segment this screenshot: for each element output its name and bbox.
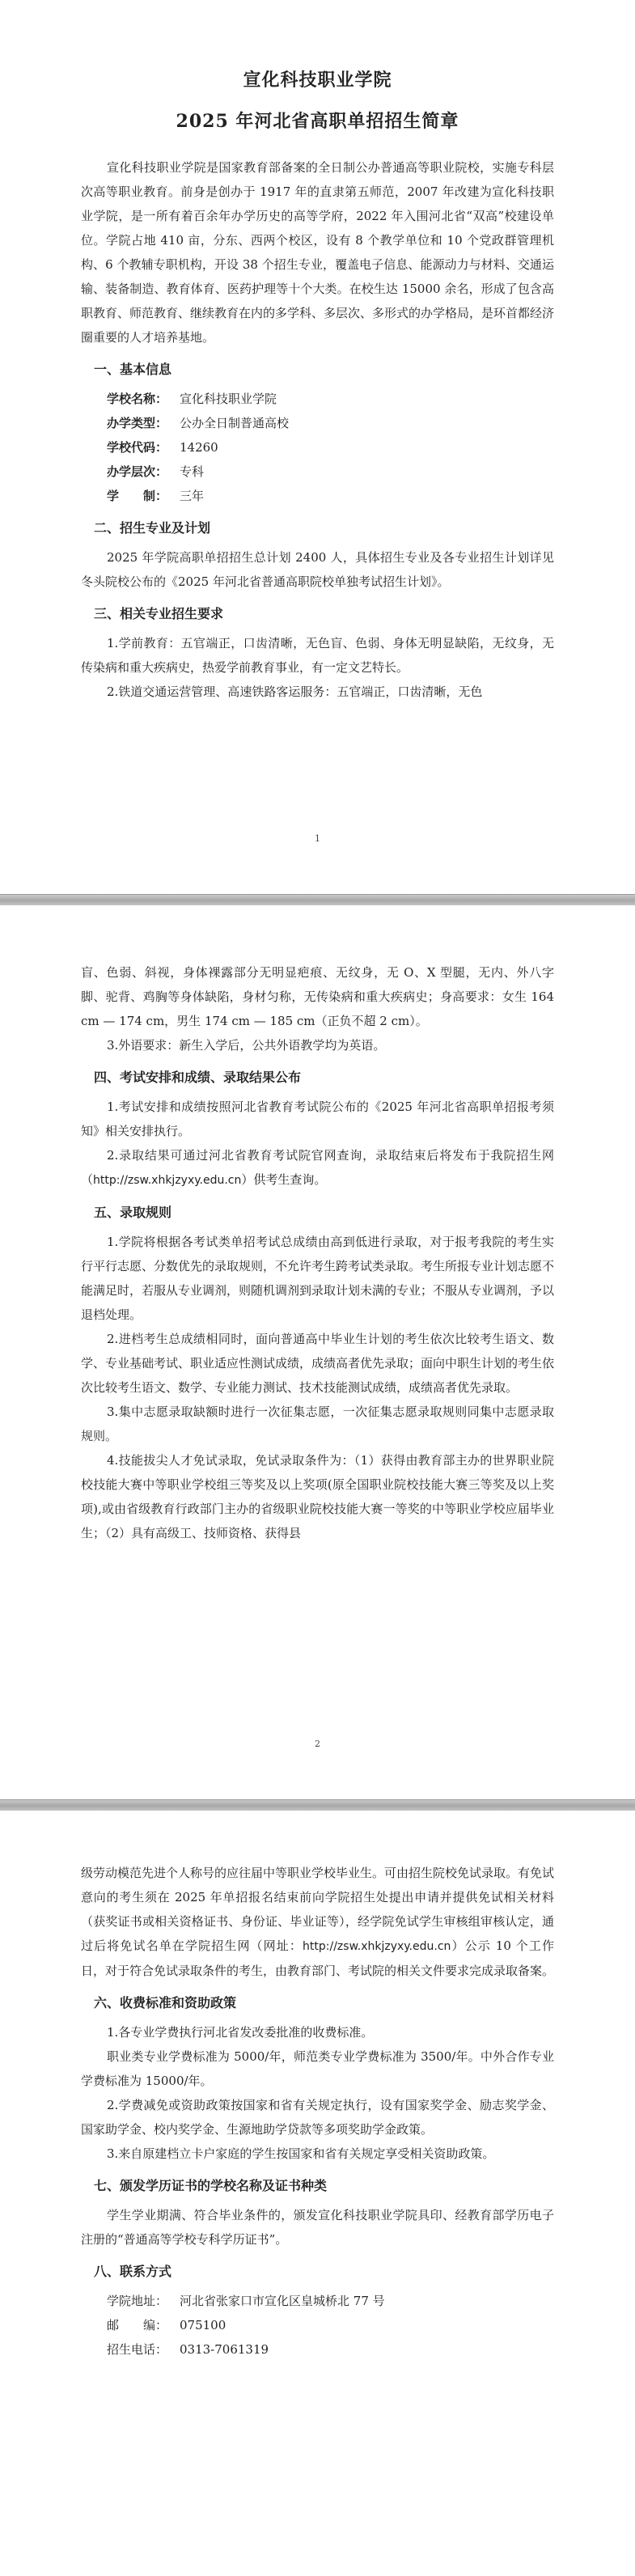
requirement-language: 3.外语要求：新生入学后，公共外语教学均为英语。 <box>107 1038 386 1053</box>
fees-paragraph-1b: 职业类专业学费标准为 5000/年，师范类专业学费标准为 3500/年。中外合作专业学费标准为 15000/年。 <box>81 2049 554 2088</box>
document-page-1 <box>0 0 635 894</box>
rules-paragraph-2: 2.进档考生总成绩相同时，面向普通高中毕业生计划的考生依次比较考生语文、数学、专业基础考试、职业适应性测试成绩，成绩高者优先录取；面向中职生计划的考生依次比较考生语文、数学、专业能力测试、技术技能测试成绩，成绩高者优先录取。 <box>81 1332 555 1395</box>
contact-row: 学院地址： 河北省张家口市宣化区皇城桥北 77 号 <box>107 2294 385 2308</box>
contact-row: 招生电话： 0313-7061319 <box>107 2342 269 2357</box>
admissions-site-link[interactable]: http://zsw.xhkjzyxy.edu.cn <box>303 1940 451 1953</box>
rules-paragraph-4-cont: 级劳动模范先进个人称号的应往届中等职业学校毕业生。可由招生院校免试录取。有免试意向的考生须在 2025 年单招报名结束前向学院招生处提出申请并提供免试相关材料（获奖证书或相关资格证书、身份证、毕业证等），经学院免试学生审核组审核认定，通过后将免试名单在学院招生网（网址：http://zsw.xhkjzyxy.edu.cn）公示 10 个工作日，对于符合免试录取条件的考生，由教育部门、考试院的相关文件要求完成录取备案。 <box>81 1866 555 1978</box>
contact-list <box>81 2289 554 2362</box>
basic-info-row: 学校名称： 宣化科技职业学院 <box>107 392 277 406</box>
document-page-3 <box>0 1811 635 2576</box>
fees-paragraph-1: 1.各专业学费执行河北省发改委批准的收费标准。 <box>107 2025 374 2040</box>
requirement-railway-start: 2.铁道交通运营管理、高速铁路客运服务：五官端正，口齿清晰，无色 <box>107 684 483 699</box>
basic-info-list <box>81 387 554 508</box>
section-heading-certificate: 七、颁发学历证书的学校名称及证书种类 <box>94 2178 328 2193</box>
requirement-preschool: 1.学前教育：五官端正，口齿清晰，无色盲、色弱、身体无明显缺陷，无纹身，无传染病和重大疾病史，热爱学前教育事业，有一定文艺特长。 <box>81 636 554 675</box>
section-heading-plan: 二、招生专业及计划 <box>94 520 211 536</box>
exam-paragraph-1: 1.考试安排和成绩按照河北省教育考试院公布的《2025 年河北省高职单招报考须知》相关安排执行。 <box>81 1099 554 1138</box>
rules-paragraph-3: 3.集中志愿录取缺额时进行一次征集志愿，一次征集志愿录取规则同集中志愿录取规则。 <box>81 1405 554 1443</box>
section-heading-contact: 八、联系方式 <box>94 2264 172 2279</box>
intro-paragraph: 宣化科技职业学院是国家教育部备案的全日制公办普通高等职业院校，实施专科层次高等职业教育。前身是创办于 1917 年的直隶第五师范，2007 年改建为宣化科技职业学院，是一所有着百余年办学历史的高等学府，2022 年入围河北省“双高”校建设单位。学院占地 410 亩，分东、西两个校区，设有 8 个教学单位和 10 个党政群管理机构、6 个教辅专职机构，开设 38 个招生专业，覆盖电子信息、能源动力与材料、交通运输、装备制造、教育体育、医药护理等十个大类。在校生达 15000 余名，形成了包含高职教育、师范教育、继续教育在内的多学科、多层次、多形式的办学格局，是环首都经济圈重要的人才培养基地。 <box>81 160 555 345</box>
rules-paragraph-4: 4.技能拔尖人才免试录取，免试录取条件为：（1）获得由教育部主办的世界职业院校技能大赛中等职业学校组三等奖及以上奖项(原全国职业院校技能大赛三等奖及以上奖项),或由省级教育行政部门主办的省级职业院校技能大赛一等奖的中等职业学校应届毕业生；（2）具有高级工、技师资格、获得县 <box>81 1453 554 1540</box>
section-heading-rules: 五、录取规则 <box>94 1205 172 1220</box>
document-title: 2025 年河北省高职单招招生简章 <box>176 111 459 132</box>
requirement-railway-cont: 盲、色弱、斜视，身体裸露部分无明显疤痕、无纹身，无 O、X 型腿，无内、外八字脚、驼背、鸡胸等身体缺陷，身材匀称，无传染病和重大疾病史；身高要求：女生 164 cm — 174 cm，男生 174 cm — 185 cm（正负不超 2 cm）。 <box>81 965 554 1028</box>
exam-paragraph-2: 2.录取结果可通过河北省教育考试院官网查询，录取结束后将发布于我院招生网（http://zsw.xhkjzyxy.edu.cn）供考生查询。 <box>81 1148 554 1187</box>
admissions-site-link[interactable]: http://zsw.xhkjzyxy.edu.cn <box>93 1174 242 1187</box>
page-number: 1 <box>315 833 320 844</box>
basic-info-row: 学校代码： 14260 <box>107 440 218 455</box>
basic-info-row: 办学类型： 公办全日制普通高校 <box>107 416 290 430</box>
document-page-2 <box>0 905 635 1799</box>
rules-paragraph-1: 1.学院将根据各考试类单招考试总成绩由高到低进行录取，对于报考我院的考生实行平行志愿、分数优先的录取规则，不允许考生跨考试类录取。考生所报专业计划志愿不能满足时，若服从专业调剂，则随机调剂到录取计划未满的专业；不服从专业调剂，予以退档处理。 <box>81 1235 555 1322</box>
section-heading-basic-info: 一、基本信息 <box>94 362 172 377</box>
fees-paragraph-2: 2.学费减免或资助政策按国家和省有关规定执行，设有国家奖学金、励志奖学金、国家助学金、校内奖学金、生源地助学贷款等多项奖助学金政策。 <box>81 2098 554 2137</box>
basic-info-row: 学 制： 三年 <box>107 489 205 503</box>
contact-row: 邮 编： 075100 <box>107 2318 226 2332</box>
certificate-paragraph: 学生学业期满、符合毕业条件的，颁发宣化科技职业学院具印、经教育部学历电子注册的“普通高等学校专科学历证书”。 <box>81 2208 554 2247</box>
page-number: 2 <box>315 1739 320 1749</box>
section-heading-requirements: 三、相关专业招生要求 <box>94 606 224 621</box>
school-name-heading: 宣化科技职业学院 <box>243 70 392 91</box>
section-heading-exam: 四、考试安排和成绩、录取结果公布 <box>94 1070 302 1085</box>
fees-paragraph-3: 3.来自原建档立卡户家庭的学生按国家和省有关规定享受相关资助政策。 <box>107 2146 495 2161</box>
plan-paragraph: 2025 年学院高职单招招生总计划 2400 人，具体招生专业及各专业招生计划详见冬头院校公布的《2025 年河北省普通高职院校单独考试招生计划》。 <box>81 550 554 589</box>
section-heading-fees: 六、收费标准和资助政策 <box>94 1995 237 2010</box>
basic-info-row: 办学层次： 专科 <box>107 464 205 479</box>
